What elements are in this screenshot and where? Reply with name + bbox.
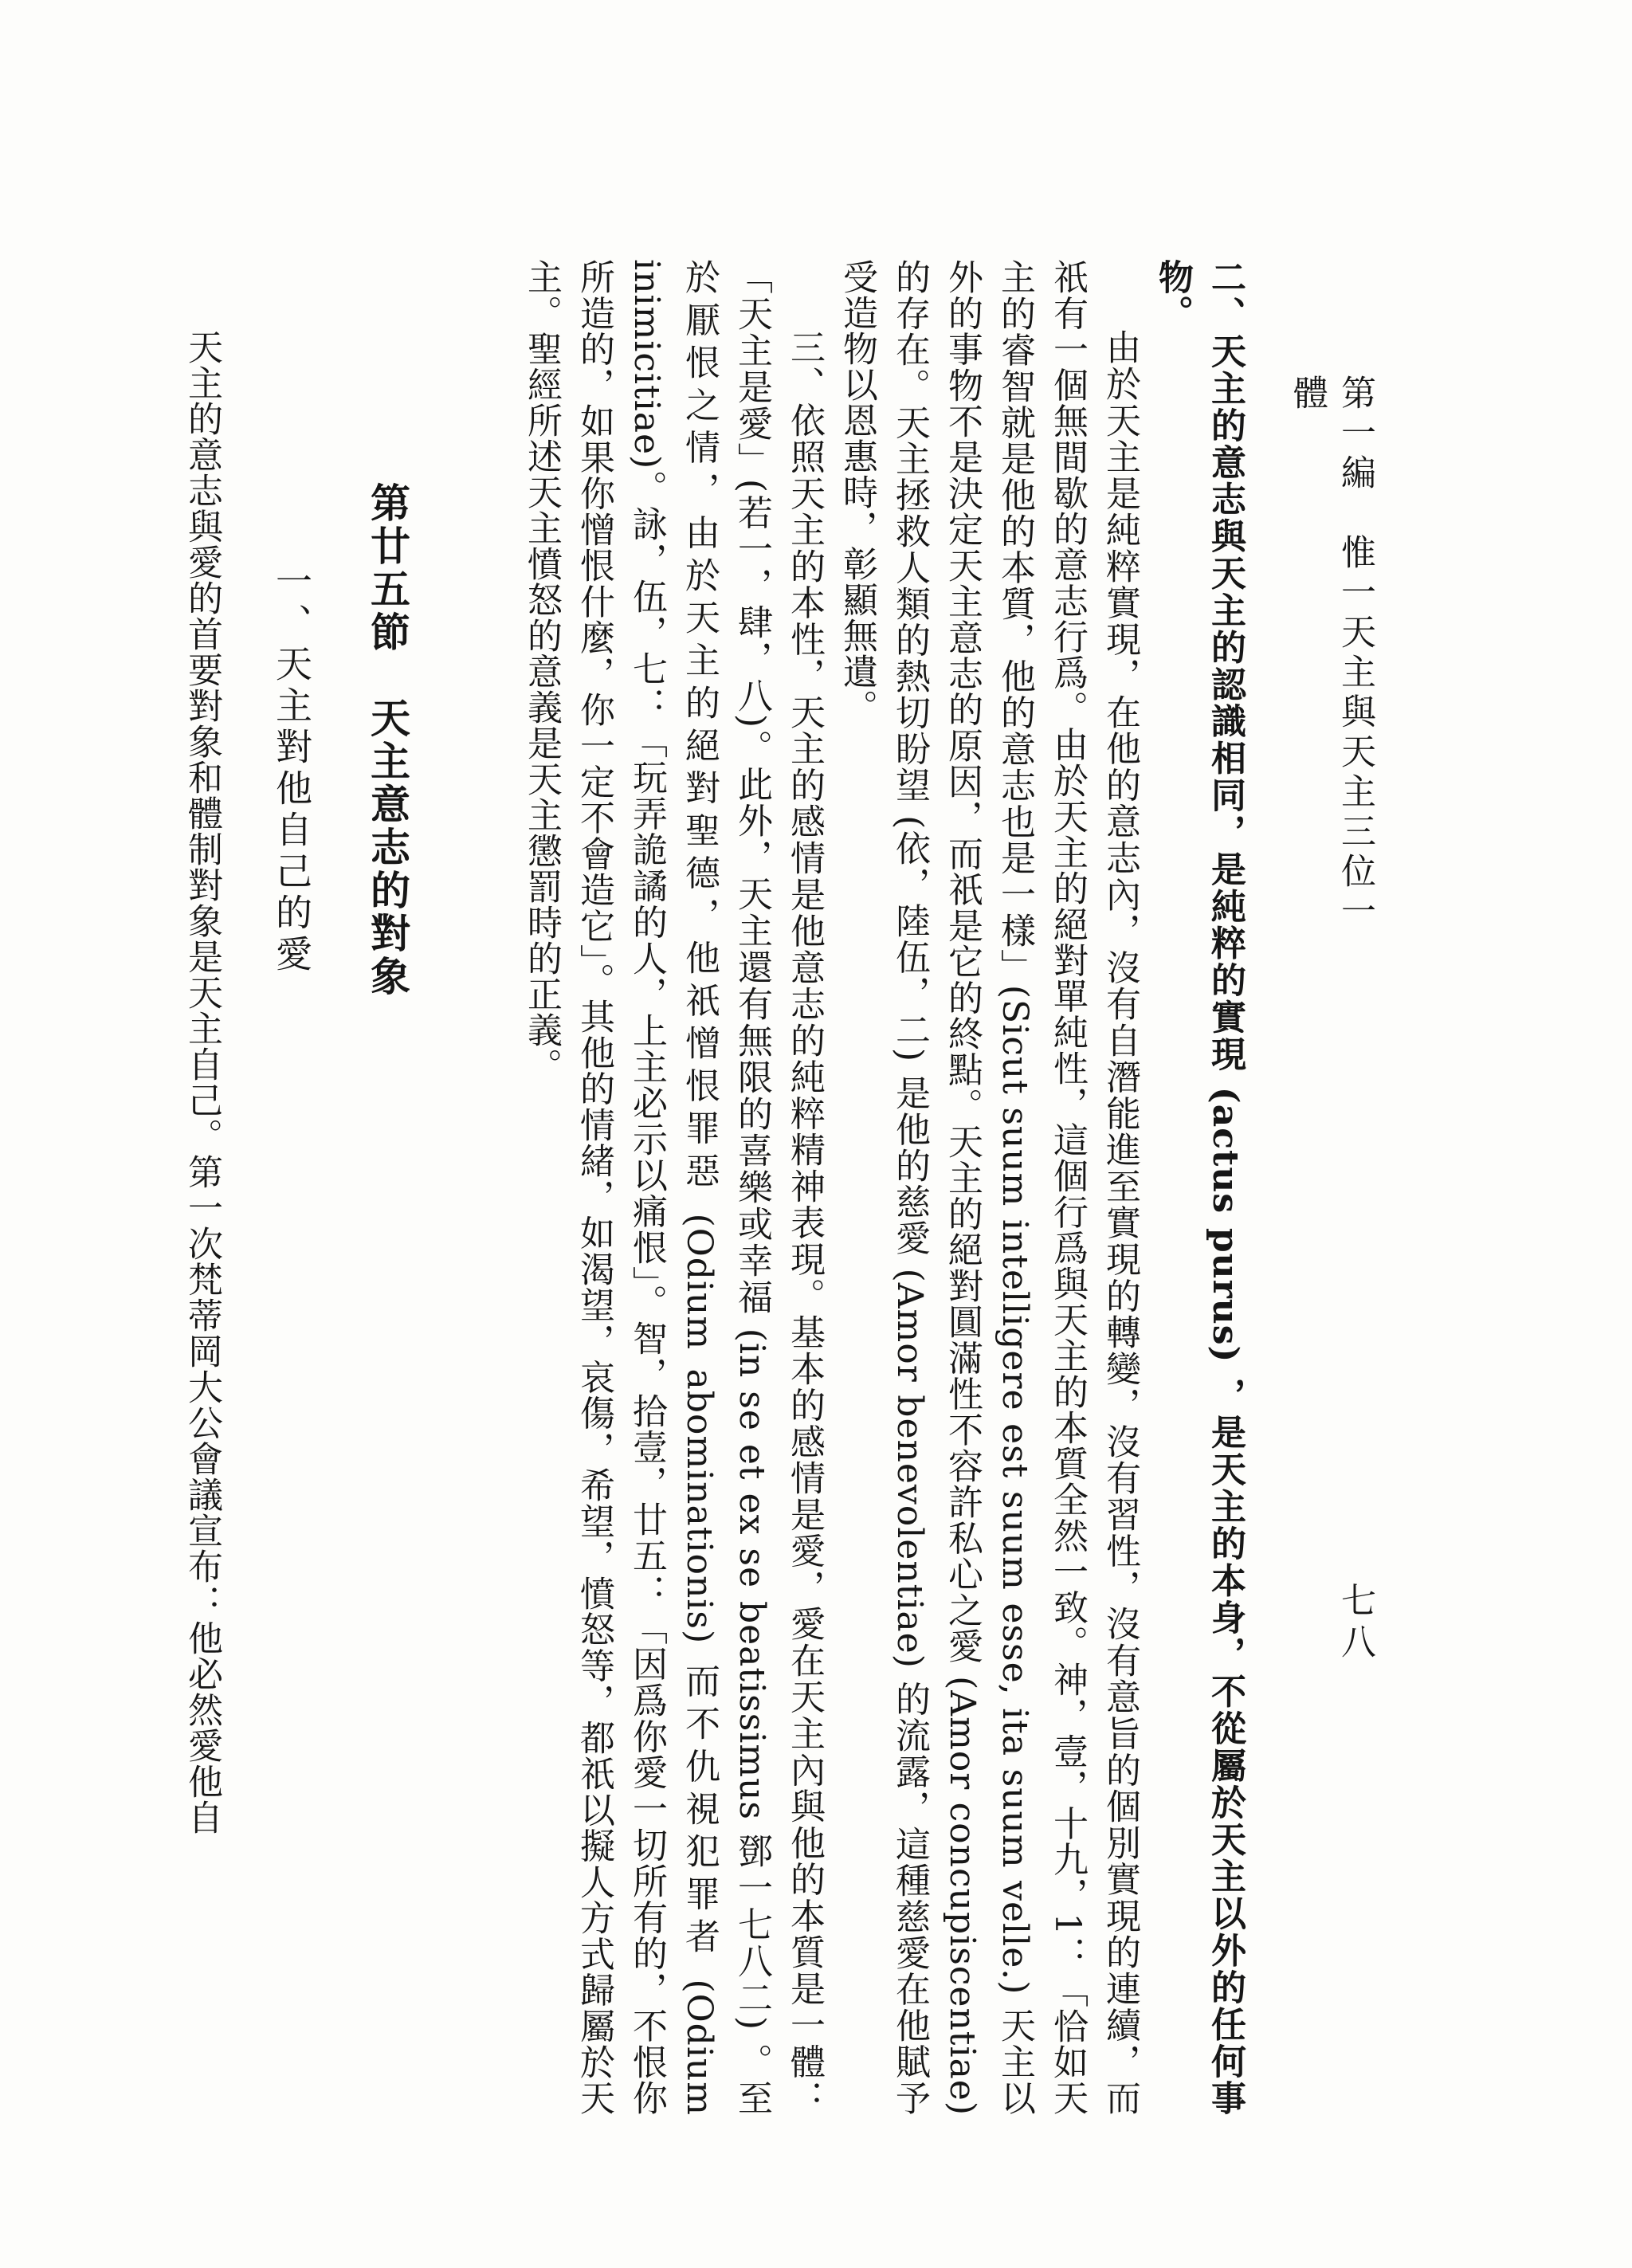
subsection-title: 一、天主對他自己的愛 — [270, 562, 313, 976]
section-title: 第廿五節 天主意志的對象 — [364, 482, 411, 999]
running-title: 第一編 惟一天主與天主三位一體 — [1287, 375, 1375, 932]
paragraph-affections: 三、依照天主的本性，天主的感情是他意志的純粹精神表現。基本的感情是愛，愛在天主內與他的本質是一體：「天主是愛」(若一，肆，八)。此外，天主還有無限的喜樂或幸福 (in se et ex se beatissimus 鄧一七八二) 。至於厭恨之情，由於天主的絕對聖德，他祇憎恨罪惡 (Odium abominationis) 而不仇視犯罪者 (Odium inimicitiae)。詠，伍，七：「玩弄詭譎的人，上主必示以痛恨」。智，拾壹，廿五：「因爲你愛一切所有的，不恨你所造的，如果你憎恨什麼，你一定不會造它」。其他的情緒，如渴望，哀傷，希望，憤怒等，都祇以擬人方式歸屬於天主。聖經所述天主憤怒的意義是天主懲罰時的正義。 — [521, 259, 825, 2116]
page-body — [182, 259, 1251, 2116]
page-number: 七八 — [1335, 1582, 1375, 1665]
paragraph-primary-object: 天主的意志與愛的首要對象和體制對象是天主自己。第一次梵蒂岡大公會議宣布：他必然愛他自 — [182, 329, 222, 1835]
point-two-heading: 二、天主的意志與天主的認識相同，是純粹的實現 (actus purus) ，是天主的本身，不從屬於天主以外的任何事物。 — [1152, 259, 1246, 2116]
paragraph-pure-act: 由於天主是純粹實現，在他的意志內，沒有自潛能進至實現的轉變，沒有習性，沒有意旨的個別實現的連續，而祇有一個無間歇的意志行爲。由於天主的絕對單純性，這個行爲與天主的本質全然一致。神，壹，十九，1：「恰如天主的睿智就是他的本質，他的意志也是一樣」(Sicut suum intelligere est suum esse, ita suum velle.) 天主以外的事物不是決定天主意志的原因，而祇是它的終點。天主的絕對圓滿性不容許私心之愛 (Amor concupiscentiae) 的存在。天主拯救人類的熱切盼望 (依，陸伍，二) 是他的慈愛 (Amor benevolentiae) 的流露，這種慈愛在他賦予受造物以恩惠時，彰顯無遺。 — [837, 259, 1140, 2116]
